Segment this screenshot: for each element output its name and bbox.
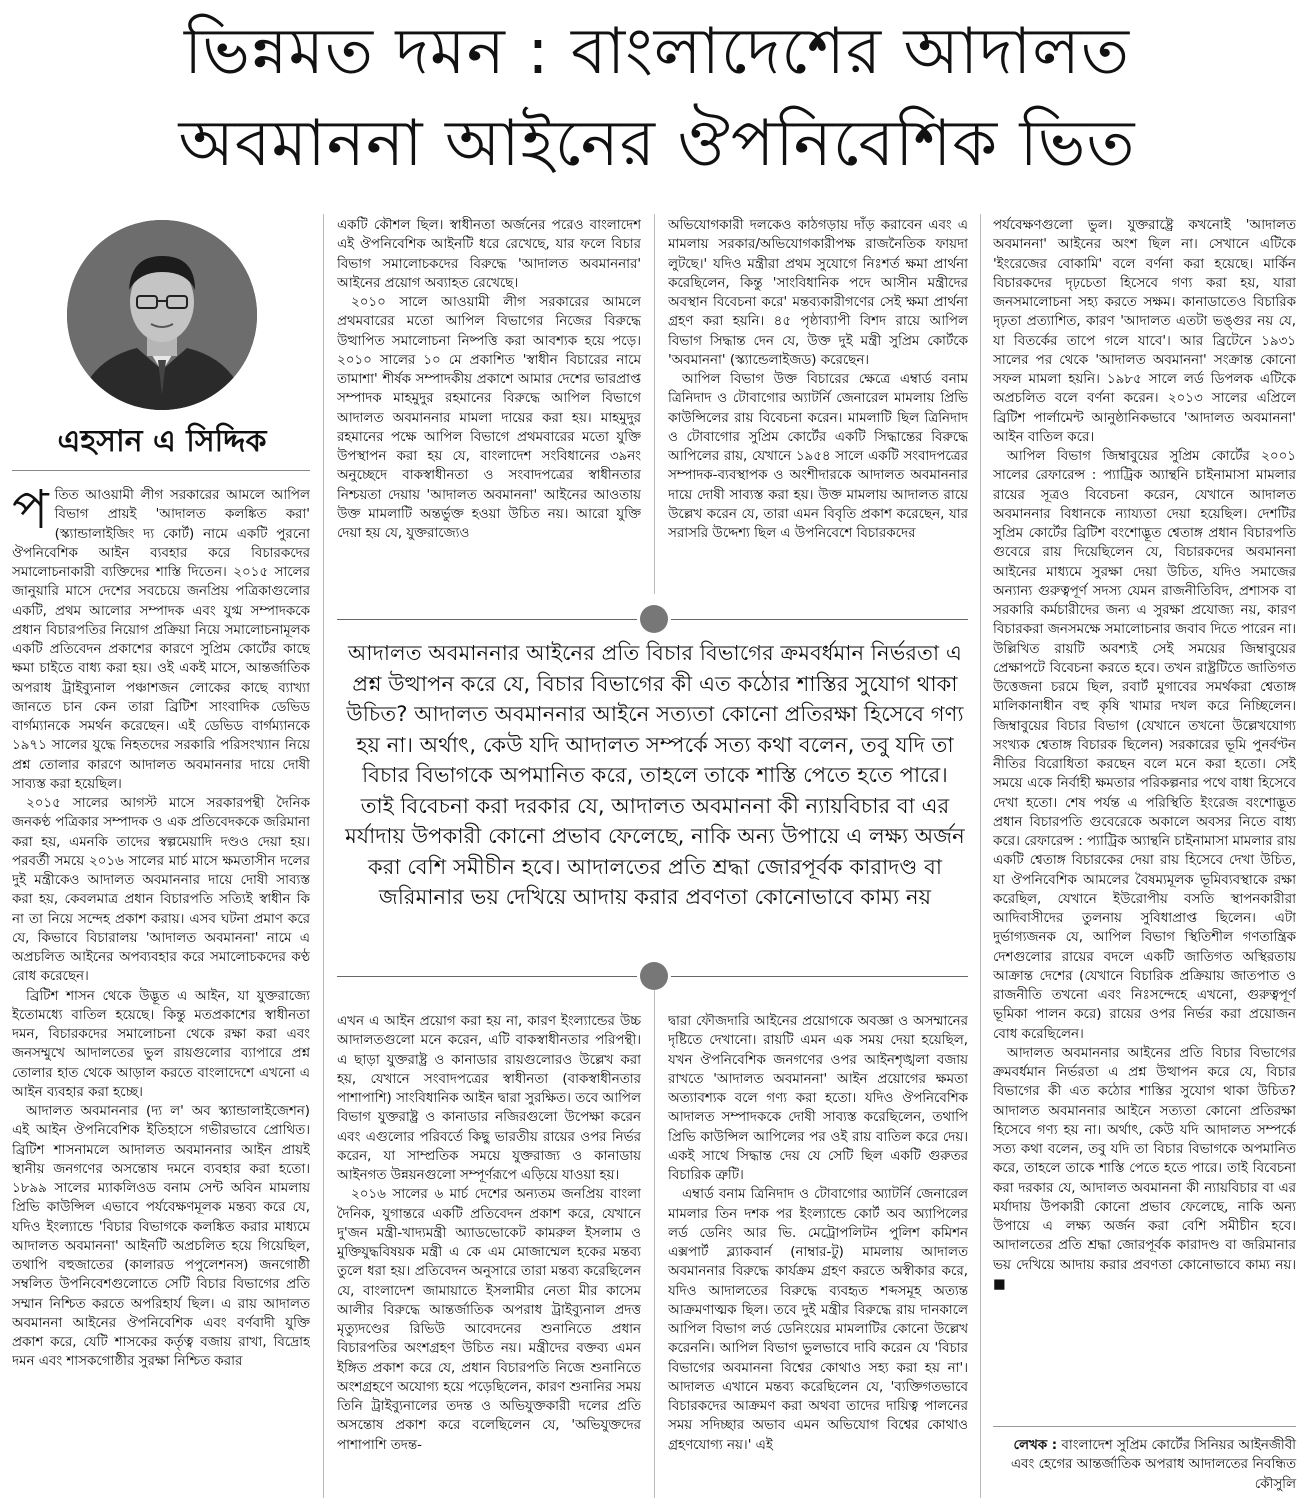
article-paragraph: ২০১৬ সালের ৬ মার্চ দেশের অন্যতম জনপ্রিয় বাংলা দৈনিক, যুগান্তরে একটি প্রতিবেদন প্রকাশ করে, যেখানে দু'জন মন্ত্রী-খাদ্যমন্ত্রী অ্যাডভোকেট কামরুল ইসলাম ও মুক্তিযুদ্ধবিষয়ক মন্ত্রী এ কে এম মোজাম্মেল হকের মন্তব্য তুলে ধরা হয়। প্রতিবেদন অনুসারে তারা মন্তব্য করেছিলেন যে, বাংলাদেশ জামায়াতে ইসলামীর নেতা মীর কাসেম আলীর বিরুদ্ধে আন্তর্জাতিক অপরাধ ট্রাইব্যুনাল প্রদত্ত মৃত্যুদণ্ডের রিভিউ আবেদনের শুনানিতে প্রধান বিচারপতির অংশগ্রহণ উচিত নয়। মন্ত্রীদের বক্তব্য এমন ইঙ্গিত প্রকাশ করে যে, প্রধান বিচারপতি নিজে শুনানিতে অংশগ্রহণে অযোগ্য হয়ে পড়েছিলেন, কারণ শুনানির সময় তিনি ট্রাইব্যুনালের তদন্ত ও অভিযুক্তকারী দলের প্রতি অসন্তোষ প্রকাশ করে বলেছিলেন যে, 'অভিযুক্তদের পাশাপাশি তদন্ত-	[337, 1187, 641, 1453]
article-column-2-bottom	[337, 1012, 641, 1500]
article-column-4	[993, 216, 1296, 1422]
article-paragraph: ২০১০ সালে আওয়ামী লীগ সরকারের আমলে প্রথমবারের মতো আপিল বিভাগের নিজের বিরুদ্ধে উত্থাপিত সমালোচনা নিষ্পত্তি করা আবশ্যক হয়ে পড়ে। ২০১০ সালের ১০ মে প্রকাশিত 'স্বাধীন বিচারের নামে তামাশা' শীর্ষক সম্পাদকীয় প্রকাশে আমার দেশের ভারপ্রাপ্ত সম্পাদক মাহমুদুর রহমানের বিরুদ্ধে আপিল বিভাগে আদালত অবমাননার মামলা দায়ের করা হয়। মাহমুদুর রহমানের পক্ষে আপিল বিভাগে প্রথমবারের মতো যুক্তি উপস্থাপন করা হয় যে, বাংলাদেশ সংবিধানের ৩৯নং অনুচ্ছেদে বাকস্বাধীনতা ও সংবাদপত্রের স্বাধীনতার নিশ্চয়তা দেয়ায় 'আদালত অবমাননা' আইনের আওতায় উক্ত মামলাটি অন্তর্ভুক্ত হওয়া উচিত নয়। আরো যুক্তি দেয়া হয় যে, যুক্তরাজ্যেও	[337, 295, 641, 541]
article-paragraph: পর্যবেক্ষণগুলো ভুল। যুক্তরাষ্ট্রে কখনোই 'আদালত অবমাননা' আইনের অংশ ছিল না। সেখানে এটিকে 'ইংরেজের বোকামি' বলে বর্ণনা করা হয়েছে। মার্কিন বিচারকদের দৃঢ়চেতা হিসেবে গণ্য করা হয়, যারা জনসমালোচনা সহ্য করতে সক্ষম। কানাডাতেও বিচারিক দৃঢ়তা প্রত্যাশিত, কারণ 'আদালত এতটা ভঙ্গুর নয় যে, যা বিতর্কের তাপে গলে যাবে'। আর ব্রিটেনে ১৯৩১ সালের পর থেকে 'আদালত অবমাননা' সংক্রান্ত কোনো সফল মামলা হয়নি। ১৯৮৫ সালে লর্ড ডিপলক এটিকে অপ্রচলিত বলে বর্ণনা করেন। ২০১৩ সালের এপ্রিলে ব্রিটিশ পার্লামেন্ট আনুষ্ঠানিকভাবে 'আদালত অবমাননা' আইন বাতিল করে।	[993, 218, 1296, 445]
column-rule-2-bottom	[654, 990, 655, 1498]
pullquote-dot-top	[640, 605, 668, 633]
article-paragraph: অভিযোগকারী দলকেও কাঠগড়ায় দাঁড় করাবেন এবং এ মামলায় সরকার/অভিযোগকারীপক্ষ রাজনৈতিক ফায়দা লুটছে।' যদিও মন্ত্রীরা প্রথম সুযোগে নিঃশর্ত ক্ষমা প্রার্থনা করেছিলেন, কিন্তু 'সাংবিধানিক পদে আসীন মন্ত্রীদের অবস্থান বিবেচনা করে' মন্তব্যকারীগণের সেই ক্ষমা প্রার্থনা গ্রহণ করা হয়নি। ৪৫ পৃষ্ঠাব্যাপী বিশদ রায়ে আপিল বিভাগ সিদ্ধান্ত দেন যে, উক্ত দুই মন্ত্রী সুপ্রিম কোর্টকে 'অবমাননা' (স্ক্যান্ডেলাইজড) করেছেন।	[668, 218, 968, 368]
column-rule-2-top	[654, 214, 655, 594]
author-portrait-icon	[67, 220, 257, 410]
article-paragraph: দ্বারা ফৌজদারি আইনের প্রয়োগকে অবজ্ঞা ও অসম্মানের দৃষ্টিতে দেখানো। রায়টি এমন এক সময় দেয়া হয়েছিল, যখন ঔপনিবেশিক জনগণের ওপর আইনশৃঙ্খলা বজায় রাখতে 'আদালত অবমাননা' আইন প্রয়োগের ক্ষমতা অত্যাবশ্যক বলে গণ্য করা হতো। যদিও ঔপনিবেশিক আদালত সম্পাদককে দোষী সাব্যস্ত করেছিলেন, তথাপি প্রিভি কাউন্সিল আপিলের পর ওই রায় বাতিল করে দেয়। একই সাথে সিদ্ধান্ত দেয় যে সেটি ছিল একটি গুরুতর বিচারিক ত্রুটি।	[668, 1014, 968, 1183]
pullquote-rule-top-right	[671, 619, 968, 620]
author-divider	[12, 470, 310, 471]
article-paragraph: আপিল বিভাগ উক্ত বিচারের ক্ষেত্রে এম্বার্ড বনাম ত্রিনিদাদ ও টোবাগোর অ্যাটর্নি জেনারেল মামলায় প্রিভি কাউন্সিলের রায় বিবেচনা করেন। মামলাটি ছিল ত্রিনিদাদ ও টোবাগোর সুপ্রিম কোর্টের একটি সিদ্ধান্তের বিরুদ্ধে আপিলের রায়, যেখানে ১৯৫৪ সালে একটি সংবাদপত্রের সম্পাদক-ব্যবস্থাপক ও অংশীদারকে আদালত অবমাননার দায়ে দোষী সাব্যস্ত করা হয়। উক্ত মামলায় আদালত রায়ে উল্লেখ করেন যে, তারা এমন বিবৃতি প্রকাশ করেছেন, যার সরাসরি উদ্দেশ্য ছিল এ উপনিবেশে বিচারকদের	[668, 372, 968, 541]
article-paragraph: এম্বার্ড বনাম ত্রিনিদাদ ও টোবাগোর অ্যাটর্নি জেনারেল মামলার তিন দশক পর ইংল্যান্ডে কোর্ট অব অ্যাপিলের লর্ড ডেনিং আর ভি. মেট্রোপলিটন পুলিশ কমিশন এক্সপার্ট ব্ল্যাকবার্ন (নাম্বার-টু) মামলায় আদালত অবমাননার বিরুদ্ধে কার্যক্রম গ্রহণ করতে অস্বীকার করে, যদিও আদালতের বিরুদ্ধে ব্যবহৃত শব্দসমূহ অত্যন্ত আক্রমণাত্মক ছিল। তবে দুই মন্ত্রীর বিরুদ্ধে রায় দানকালে আপিল বিভাগ লর্ড ডেনিংয়ের মামলাটির কোনো উল্লেখ করেননি। আপিল বিভাগ ভুলভাবে দাবি করেন যে 'বিচার বিভাগের অবমাননা বিশ্বের কোথাও সহ্য করা হয় না'। আদালত এখানে মন্তব্য করেছিলেন যে, 'ব্যক্তিগতভাবে বিচারকদের আক্রমণ করা অথবা তাদের দায়িত্ব পালনের সময় সদিচ্ছার অভাব এমন অভিযোগ বিশ্বের কোথাও গ্রহণযোগ্য নয়।' এই	[668, 1187, 968, 1453]
pullquote-rule-bottom-left	[337, 976, 637, 977]
article-paragraph: আপিল বিভাগ জিম্বাবুয়ের সুপ্রিম কোর্টের ২০০১ সালের রেফারেন্স : প্যাট্রিক অ্যান্থনি চাইনামাসা মামলার রায়ের সূত্রও বিবেচনা করেন, যেখানে আদালত অবমাননার বিধানকে ন্যায্যতা দেয়া হয়েছিল। দেশটির সুপ্রিম কোর্টের ব্রিটিশ বংশোদ্ভূত শ্বেতাঙ্গ প্রধান বিচারপতি গুবেরে রায় দিয়েছিলেন যে, বিচারকদের অবমাননা আইনের মাধ্যমে সুরক্ষা দেয়া উচিত, যদিও সমাজের অন্যান্য গুরুত্বপূর্ণ সদস্য যেমন রাজনীতিবিদ, প্রশাসক বা সরকারি কর্মচারীদের জন্য এ সুরক্ষা প্রযোজ্য নয়, কারণ বিচারকরা জনসমক্ষে সমালোচনার জবাব দিতে পারেন না। উল্লিখিত রায়টি অবশ্যই সেই সময়ের জিম্বাবুয়ের প্রেক্ষাপটে বিবেচনা করতে হবে। তখন রাষ্ট্রটিতে জাতিগত উত্তেজনা চরমে ছিল, রবার্ট মুগাবের সমর্থকরা শ্বেতাঙ্গ মালিকানাধীন বহু কৃষি খামার দখল করে নিচ্ছিলেন। জিম্বাবুয়ের বিচার বিভাগ (যেখানে তখনো উল্লেখযোগ্য সংখ্যক শ্বেতাঙ্গ বিচারক ছিলেন) সরকারের ভূমি পুনর্বণ্টন নীতির বিরোধিতা করছেন বলে মনে করা হতো। সেই সময়ে একে নির্বাহী ক্ষমতার পরিকল্পনার পথে বাধা হিসেবে দেখা হতো। শেষ পর্যন্ত এ পরিস্থিতি ইংরেজ বংশোদ্ভূত প্রধান বিচারপতি গুবেরেকে অকালে অবসর নিতে বাধ্য করে। রেফারেন্স : প্যাট্রিক অ্যান্থনি চাইনামাসা মামলার রায় একটি শ্বেতাঙ্গ বিচারকের দেয়া রায় হিসেবে দেখা উচিত, যা ঔপনিবেশিক আমলের বৈষম্যমূলক ভূমিব্যবস্থাকে রক্ষা করেছিল, যেখানে ইউরোপীয় বসতি স্থাপনকারীরা আদিবাসীদের তুলনায় সুবিধাপ্রাপ্ত ছিলেন। এটা দুর্ভাগ্যজনক যে, আপিল বিভাগ স্থিতিশীল গণতান্ত্রিক দেশগুলোর রায়ের বদলে একটি জাতিগত অস্থিরতায় আক্রান্ত দেশের (যেখানে বিচারিক প্রক্রিয়ায় জাতপাত ও রাজনীতি তখনো এবং নিঃসন্দেহে এখনো, গুরুত্বপূর্ণ ভূমিকা পালন করে) রায়ের ওপর নির্ভর করা প্রয়োজন বোধ করেছিলেন।	[993, 449, 1296, 1042]
headline	[0, 6, 1314, 190]
article-paragraph: ব্রিটিশ শাসন থেকে উদ্ভূত এ আইন, যা যুক্তরাজ্যে ইতোমধ্যে বাতিল হয়েছে। কিন্তু মতপ্রকাশের স্বাধীনতা দমন, বিচারকদের সমালোচনা থেকে রক্ষা করা এবং জনসম্মুখে আদালতের ভুল রায়গুলোর ব্যাপারে প্রশ্ন তোলার হাত থেকে আড়াল করতে বাংলাদেশে এখনো এ আইন ব্যবহার করা হচ্ছে।	[12, 988, 310, 1100]
headline-line-2: অবমাননা আইনের ঔপনিবেশিক ভিত	[178, 107, 1136, 181]
author-name: এহসান এ সিদ্দিক	[57, 424, 267, 459]
author-byline	[990, 1436, 1296, 1494]
pullquote-dot-bottom	[640, 962, 668, 990]
article-paragraph: এখন এ আইন প্রয়োগ করা হয় না, কারণ ইংল্যান্ডের উচ্চ আদালতগুলো মনে করেন, এটি বাকস্বাধীনতার পরিপন্থী। এ ছাড়া যুক্তরাষ্ট্র ও কানাডার রায়গুলোরও উল্লেখ করা হয়, যেখানে সংবাদপত্রের স্বাধীনতা (বাকস্বাধীনতার পাশাপাশি) সাংবিধানিক আইন দ্বারা সুরক্ষিত। তবে আপিল বিভাগ যুক্তরাষ্ট্র ও কানাডার নজিরগুলো উপেক্ষা করেন এবং এগুলোর পরিবর্তে কিছু ভারতীয় রায়ের ওপর নির্ভর করেন, যা সাম্প্রতিক সময়ে যুক্তরাজ্য ও কানাডায় আইনগত উন্নয়নগুলো সম্পূর্ণরূপে এড়িয়ে যাওয়া হয়।	[337, 1014, 641, 1183]
article-column-3-bottom	[668, 1012, 968, 1500]
article-column-2-top	[337, 216, 641, 596]
byline-divider	[993, 1426, 1296, 1427]
article-paragraph: আদালত অবমাননার আইনের প্রতি বিচার বিভাগের ক্রমবর্ধমান নির্ভরতা এ প্রশ্ন উত্থাপন করে যে, বিচার বিভাগের কী এত কঠোর শাস্তির সুযোগ থাকা উচিত? আদালত অবমাননার আইনে সত্যতা কোনো প্রতিরক্ষা হিসেবে গণ্য হয় না। অর্থাৎ, কেউ যদি আদালত সম্পর্কে সত্য কথা বলেন, তবু যদি তা বিচার বিভাগকে অপমানিত করে, তাহলে তাকে শাস্তি পেতে হতে পারে। তাই বিবেচনা করা দরকার যে, আদালত অবমাননা কী ন্যায়বিচার বা এর মর্যাদায় উপকারী কোনো প্রভাব ফেলেছে, নাকি অন্য উপায়ে এ লক্ষ্য অর্জন করা বেশি সমীচীন হবে। আদালতের প্রতি শ্রদ্ধা জোরপূর্বক কারাদণ্ড বা জরিমানার ভয় দেখিয়ে আদায় করার প্রবণতা কোনোভাবে কাম্য নয়। ■	[993, 1045, 1296, 1292]
article-paragraph: ২০১৫ সালের আগস্ট মাসে সরকারপন্থী দৈনিক জনকণ্ঠ পত্রিকার সম্পাদক ও এক প্রতিবেদককে জরিমানা করা হয়, এমনকি তাদের স্বল্পমেয়াদি দণ্ডও দেয়া হয়। পরবর্তী সময়ে ২০১৬ সালের মার্চ মাসে ক্ষমতাসীন দলের দুই মন্ত্রীকেও আদালত অবমাননার দায়ে দোষী সাব্যস্ত করা হয়, কেবলমাত্র প্রধান বিচারপতি সত্যিই স্বাধীন কি না তা নিয়ে সন্দেহ প্রকাশ করায়। এসব ঘটনা প্রমাণ করে যে, কিভাবে বিচারালয় 'আদালত অবমাননা' নামে এ অপ্রচলিত আইনের অপব্যবহার করে সমালোচকদের কণ্ঠ রোধ করেছেন।	[12, 796, 310, 985]
article-column-1	[12, 486, 310, 1502]
article-paragraph: একটি কৌশল ছিল। স্বাধীনতা অর্জনের পরেও বাংলাদেশ এই ঔপনিবেশিক আইনটি ধরে রেখেছে, যার ফলে বিচার বিভাগ সমালোচকদের বিরুদ্ধে 'আদালত অবমাননার' আইনের প্রয়োগ অব্যাহত রেখেছে।	[337, 218, 641, 291]
article-paragraph: আদালত অবমাননার (দ্য ল' অব স্ক্যান্ডালাইজেশন) এই আইন ঔপনিবেশিক ইতিহাসে গভীরভাবে প্রোথিত। ব্রিটিশ শাসনামলে আদালত অবমাননার আইন প্রায়ই স্থানীয় জনগণের অসন্তোষ দমনে ব্যবহার করা হতো। ১৮৯৯ সালের ম্যাকলিওড বনাম সেন্ট অবিন মামলায় প্রিভি কাউন্সিল এভাবে পর্যবেক্ষণমূলক মন্তব্য করে যে, যদিও ইংল্যান্ডে 'বিচার বিভাগকে কলঙ্কিত করার মাধ্যমে আদালত অবমাননা' আইনটি অপ্রচলিত হয়ে গিয়েছিল, তথাপি বহুজাতের (কালারড পপুলেশনস) জনগোষ্ঠী সম্বলিত উপনিবেশগুলোতে সেটি বিচার বিভাগের প্রতি সম্মান নিশ্চিত করতে অপরিহার্য ছিল। এ রায় আদালত অবমাননা আইনের ঔপনিবেশিক এবং বর্ণবাদী যুক্তি প্রকাশ করে, যেটি শাসকের কর্তৃত্ব বজায় রাখা, বিদ্রোহ দমন এবং শাসকগোষ্ঠীর সুরক্ষা নিশ্চিত করার	[12, 1104, 310, 1370]
pullquote: আদালত অবমাননার আইনের প্রতি বিচার বিভাগের ক্রমবর্ধমান নির্ভরতা এ প্রশ্ন উত্থাপন করে যে, বিচার বিভাগের কী এত কঠোর শাস্তির সুযোগ থাকা উচিত? আদালত অবমাননার আইনে সত্যতা কোনো প্রতিরক্ষা হিসেবে গণ্য হয় না। অর্থাৎ, কেউ যদি আদালত সম্পর্কে সত্য কথা বলেন, তবু যদি তা বিচার বিভাগকে অপমানিত করে, তাহলে তাকে শাস্তি পেতে হতে পারে। তাই বিবেচনা করা দরকার যে, আদালত অবমাননা কী ন্যায়বিচার বা এর মর্যাদায় উপকারী কোনো প্রভাব ফেলেছে, নাকি অন্য উপায়ে এ লক্ষ্য অর্জন করা বেশি সমীচীন হবে। আদালতের প্রতি শ্রদ্ধা জোরপূর্বক কারাদণ্ড বা জরিমানার ভয় দেখিয়ে আদায় করার প্রবণতা কোনোভাবে কাম্য নয়	[345, 640, 965, 909]
pullquote-rule-bottom-right	[671, 976, 968, 977]
column-rule-3	[980, 214, 981, 1498]
article-column-3-top	[668, 216, 968, 596]
byline-text: বাংলাদেশ সুপ্রিম কোর্টের সিনিয়র আইনজীবী এবং হেগের আন্তর্জাতিক অপরাধ আদালতের নিবন্ধিত কৌসুলি	[1010, 1438, 1296, 1492]
byline-label: লেখক :	[1013, 1438, 1058, 1453]
drop-cap: প	[12, 486, 49, 541]
article-paragraph: পতিত আওয়ামী লীগ সরকারের আমলে আপিল বিভাগ প্রায়ই 'আদালত কলঙ্কিত করা' (স্ক্যান্ডালাইজিং দ্য কোর্ট) নামে একটি পুরনো ঔপনিবেশিক আইন ব্যবহার করে বিচারকদের সমালোচনাকারী ব্যক্তিদের শাস্তি দিতেন। ২০১৫ সালের জানুয়ারি মাসে দেশের সবচেয়ে জনপ্রিয় পত্রিকাগুলোর একটি, প্রথম আলোর সম্পাদক এবং যুগ্ম সম্পাদককে প্রধান বিচারপতির নিয়োগ প্রক্রিয়া নিয়ে সমালোচনামূলক একটি প্রতিবেদন প্রকাশের কারণে সুপ্রিম কোর্টের কাছে ক্ষমা চাইতে বাধ্য করা হয়। ওই একই মাসে, আন্তর্জাতিক অপরাধ ট্রাইব্যুনাল পঞ্চাশজন লোকের কাছে ব্যাখ্যা জানতে চান কেন তারা ব্রিটিশ সাংবাদিক ডেভিড বার্গম্যানকে সমর্থন করেছেন। এই ডেভিড বার্গম্যানকে ১৯৭১ সালের যুদ্ধে নিহতদের সরকারি পরিসংখ্যান নিয়ে প্রশ্ন তোলার কারণে আদালত অবমাননার দায়ে দোষী সাব্যস্ত করা হয়েছিল।	[12, 486, 310, 792]
author-photo	[67, 220, 257, 410]
pullquote-rule-top-left	[337, 619, 637, 620]
headline-line-1: ভিন্নমত দমন : বাংলাদেশের আদালত	[183, 15, 1131, 89]
column-rule-1	[323, 214, 324, 1498]
